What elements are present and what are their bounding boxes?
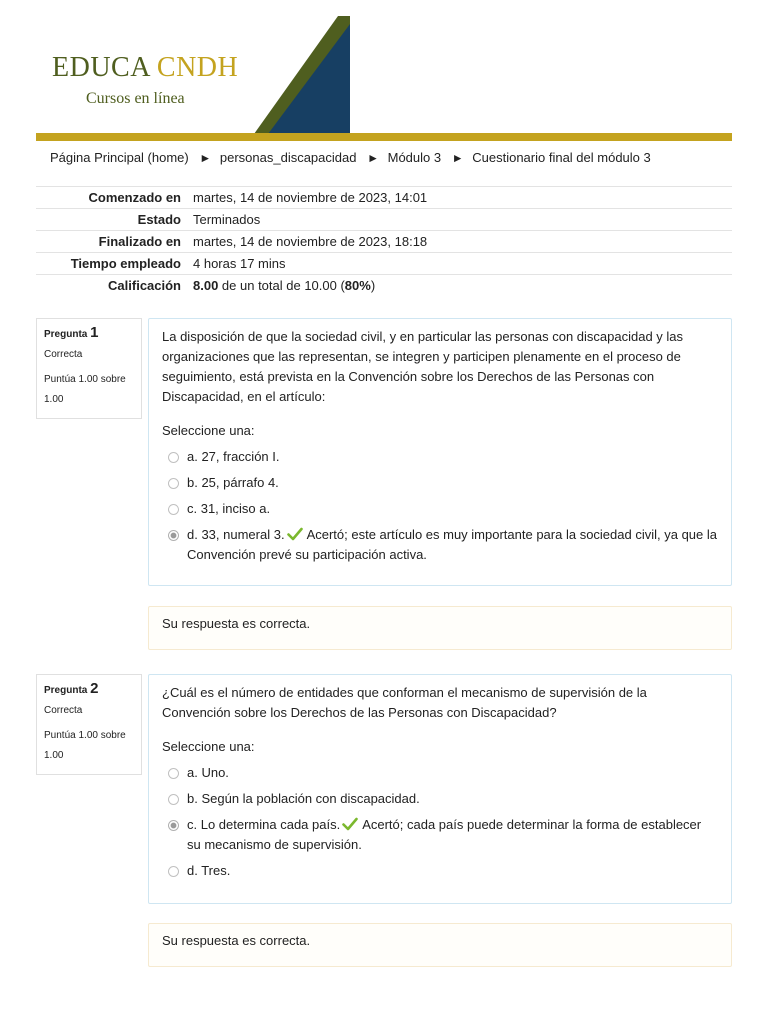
radio-button[interactable] [168, 504, 179, 515]
answer-option-a[interactable] [168, 447, 718, 467]
question-text: ¿Cuál es el número de entidades que conforman el mecanismo de supervisión de la Convención sobre los Derechos de las Personas con Discapacidad? [162, 685, 647, 720]
summary-label: Tiempo empleado [70, 256, 181, 271]
attempt-summary-table [36, 186, 732, 297]
summary-row-finished [36, 231, 732, 253]
question-info-1 [36, 318, 142, 419]
breadcrumb-separator: ► [199, 151, 212, 165]
question-info-2 [36, 674, 142, 775]
answer-text [187, 815, 718, 855]
question-number [44, 680, 135, 697]
summary-value: 4 horas 17 mins [193, 256, 286, 271]
answer-option-c[interactable] [168, 815, 718, 855]
answer-option-c[interactable] [168, 499, 718, 519]
breadcrumb-home-link[interactable]: Página Principal (home) [50, 150, 189, 165]
question-content-1 [148, 318, 732, 586]
question-grade: Puntúa 1.00 sobre 1.00 [44, 374, 126, 405]
answer-option-a[interactable] [168, 763, 718, 783]
question-number-value: 2 [90, 680, 99, 697]
summary-value: martes, 14 de noviembre de 2023, 18:18 [193, 234, 428, 249]
breadcrumb-course-link[interactable]: personas_discapacidad [219, 150, 357, 165]
grade-text-end: ) [370, 278, 376, 294]
radio-button-selected[interactable] [168, 530, 179, 541]
question-number-value: 1 [90, 324, 99, 341]
answer-option-b[interactable] [168, 789, 718, 809]
header-gold-bar [36, 133, 732, 141]
breadcrumb-separator: ► [451, 151, 464, 165]
grade-text: de un total de 10.00 ( [218, 278, 345, 294]
breadcrumb-quiz-link[interactable]: Cuestionario final del módulo 3 [472, 150, 651, 165]
question-number [44, 324, 135, 341]
answer-text: b. 25, párrafo 4. [187, 475, 279, 490]
logo-text-educa: EDUCA [52, 52, 150, 83]
summary-value: martes, 14 de noviembre de 2023, 14:01 [193, 190, 428, 205]
answer-label: d. 33, numeral 3. [187, 527, 285, 542]
answer-label: c. Lo determina cada país. [187, 817, 341, 832]
breadcrumb-separator: ► [367, 151, 379, 165]
question-grade: Puntúa 1.00 sobre 1.00 [44, 730, 126, 761]
grade-score: 8.00 [193, 278, 219, 294]
question-state: Correcta [44, 349, 83, 360]
correct-check-icon [287, 527, 303, 541]
summary-value: Terminados [193, 212, 261, 227]
site-header [36, 16, 732, 142]
question-content-2 [148, 674, 732, 904]
summary-value [187, 275, 732, 297]
summary-label: Finalizado en [98, 234, 181, 249]
site-logo-title[interactable] [52, 52, 238, 84]
question-prompt: Seleccione una: [162, 739, 255, 754]
grade-percent: 80% [344, 278, 371, 294]
correct-check-icon [342, 817, 358, 831]
summary-row-started [36, 187, 732, 209]
answer-text: c. 31, inciso a. [187, 501, 271, 516]
radio-button[interactable] [168, 866, 179, 877]
answer-text: b. Según la población con discapacidad. [187, 791, 420, 806]
answer-text: a. 27, fracción I. [187, 449, 280, 464]
logo-subtitle: Cursos en línea [86, 90, 185, 107]
answer-specific-feedback: Acertó; cada país puede determinar la forma de establecer su mecanismo de supervisión. [187, 817, 702, 852]
answer-text: a. Uno. [187, 765, 229, 780]
question-text: La disposición de que la sociedad civil, y en particular las personas con discapacidad y las organizaciones que las representan, se integren y participen plenamente en el proceso de seguimiento, está prevista en la Convención sobre los Derechos de las Personas con Discapacidad, en el artículo: [162, 329, 684, 404]
breadcrumb [50, 150, 651, 165]
summary-label: Estado [137, 212, 181, 227]
question-feedback-1: Su respuesta es correcta. [148, 606, 732, 650]
answer-option-d[interactable] [168, 861, 718, 881]
radio-button[interactable] [168, 452, 179, 463]
summary-label: Calificación [108, 278, 181, 294]
answer-text: d. Tres. [187, 863, 231, 878]
question-prompt: Seleccione una: [162, 423, 255, 438]
question-label: Pregunta [44, 685, 88, 696]
summary-row-grade [36, 275, 732, 297]
radio-button-selected[interactable] [168, 820, 179, 831]
radio-button[interactable] [168, 794, 179, 805]
radio-button[interactable] [168, 478, 179, 489]
answer-option-b[interactable] [168, 473, 718, 493]
summary-row-state [36, 209, 732, 231]
logo-text-cndh: CNDH [156, 52, 239, 83]
summary-row-time [36, 253, 732, 275]
breadcrumb-module-link[interactable]: Módulo 3 [387, 150, 442, 165]
answer-specific-feedback: Acertó; este artículo es muy importante para la sociedad civil, ya que la Convención prevé su participación activa. [187, 527, 717, 562]
question-label: Pregunta [44, 329, 88, 340]
question-state: Correcta [44, 705, 83, 716]
radio-button[interactable] [168, 768, 179, 779]
answer-option-d[interactable] [168, 525, 718, 565]
summary-label: Comenzado en [88, 190, 181, 205]
question-feedback-2: Su respuesta es correcta. [148, 923, 732, 967]
answer-text [187, 525, 718, 565]
header-logo-graphic [246, 16, 350, 134]
